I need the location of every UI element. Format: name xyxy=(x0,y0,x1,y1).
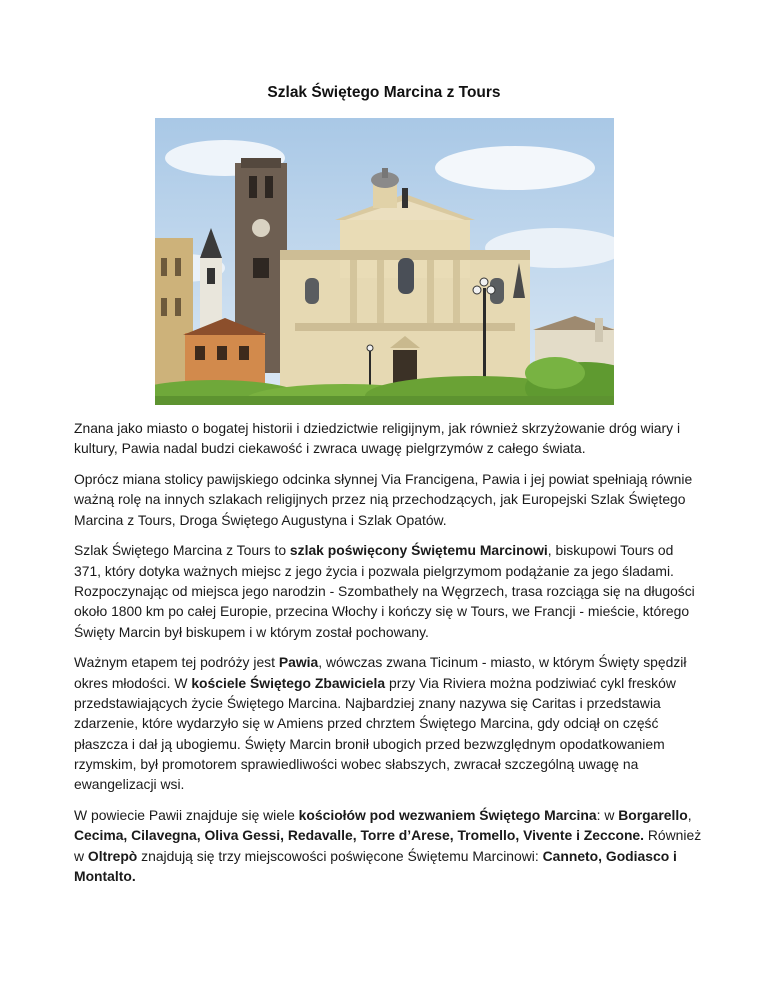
bold-text: kościołów pod wezwaniem Świętego Marcina xyxy=(298,807,597,824)
text-run: Również w xyxy=(74,827,702,864)
text-run: Oprócz miana stolicy pawijskiego odcinka słynnej Via Francigena, Pawia i jej powiat spełniają równie ważną rolę na innych szlakach religijnych przez nią przechodzących, jak Europejski Szlak Świętego Marcina z Tours, Droga Świętego Augustyna i Szlak Opatów. xyxy=(74,471,693,528)
text-run: , biskupowi Tours od 371, który dotyka ważnych miejsc z jego życia i pozwala pielgrzymom podążanie za jego śladami. Rozpoczynając od miejsca jego narodzin - Szombathely na Węgrzech, trasa rozciąga się na długości około 1800 km po całej Europie, przecina Włochy i kończy się w Tours, we Francji - mieście, którego Święty Marcin był biskupem i w którym został pochowany. xyxy=(74,542,695,640)
paragraph xyxy=(74,805,702,886)
text-run: W powiecie Pawii znajduje się wiele xyxy=(74,807,299,824)
paragraph xyxy=(74,418,702,459)
text-run: : w xyxy=(596,807,619,824)
church-photo xyxy=(155,118,614,405)
bold-text: kościele Świętego Zbawiciela xyxy=(191,674,386,691)
bold-text: Oltrepò xyxy=(87,847,138,864)
text-run: znajdują się trzy miejscowości poświęcone Świętemu Marcinowi: xyxy=(137,847,543,864)
text-run: , wówczas zwana Ticinum - miasto, w którym Święty spędził okres młodości. W xyxy=(74,654,687,691)
text-run: , xyxy=(687,807,692,824)
document-body xyxy=(74,418,702,897)
document-title: Szlak Świętego Marcina z Tours xyxy=(267,84,501,101)
text-run: Ważnym etapem tej podróży jest xyxy=(74,654,279,671)
bold-text: szlak poświęcony Świętemu Marcinowi xyxy=(289,542,548,559)
paragraph xyxy=(74,652,702,794)
church-illustration xyxy=(155,118,614,405)
paragraph xyxy=(74,469,702,530)
bold-text: Canneto, Godiasco i Montalto. xyxy=(74,847,677,884)
bold-text: Borgarello xyxy=(618,807,688,824)
bold-text: Pawia xyxy=(278,654,319,671)
paragraph xyxy=(74,540,702,641)
text-run: Szlak Świętego Marcina z Tours to xyxy=(74,542,290,559)
text-run: przy Via Riviera można podziwiać cykl fresków przedstawiających życie Świętego Marcina. Najbardziej znany nazywa się Caritas i przedstawia zdarzenie, które wydarzyło się w Amiens przed chrztem Świętego Marcina, gdy odciął on część płaszcza i dał ją ubogiemu. Święty Marcin bronił ubogich przed bezwzględnym opodatkowaniem rzymskim, był promotorem sprawiedliwości wobec słabszych, zwracał szczególną uwagę na ewangelizacji wsi. xyxy=(74,674,676,793)
bold-text: Cecima, Cilavegna, Oliva Gessi, Redavalle, Torre d’Arese, Tromello, Vivente i Zeccone. xyxy=(74,827,645,844)
text-run: Znana jako miasto o bogatej historii i dziedzictwie religijnym, jak również skrzyżowanie dróg wiary i kultury, Pawia nadal budzi ciekawość i zwraca uwagę pielgrzymów z całego świata. xyxy=(74,420,681,457)
